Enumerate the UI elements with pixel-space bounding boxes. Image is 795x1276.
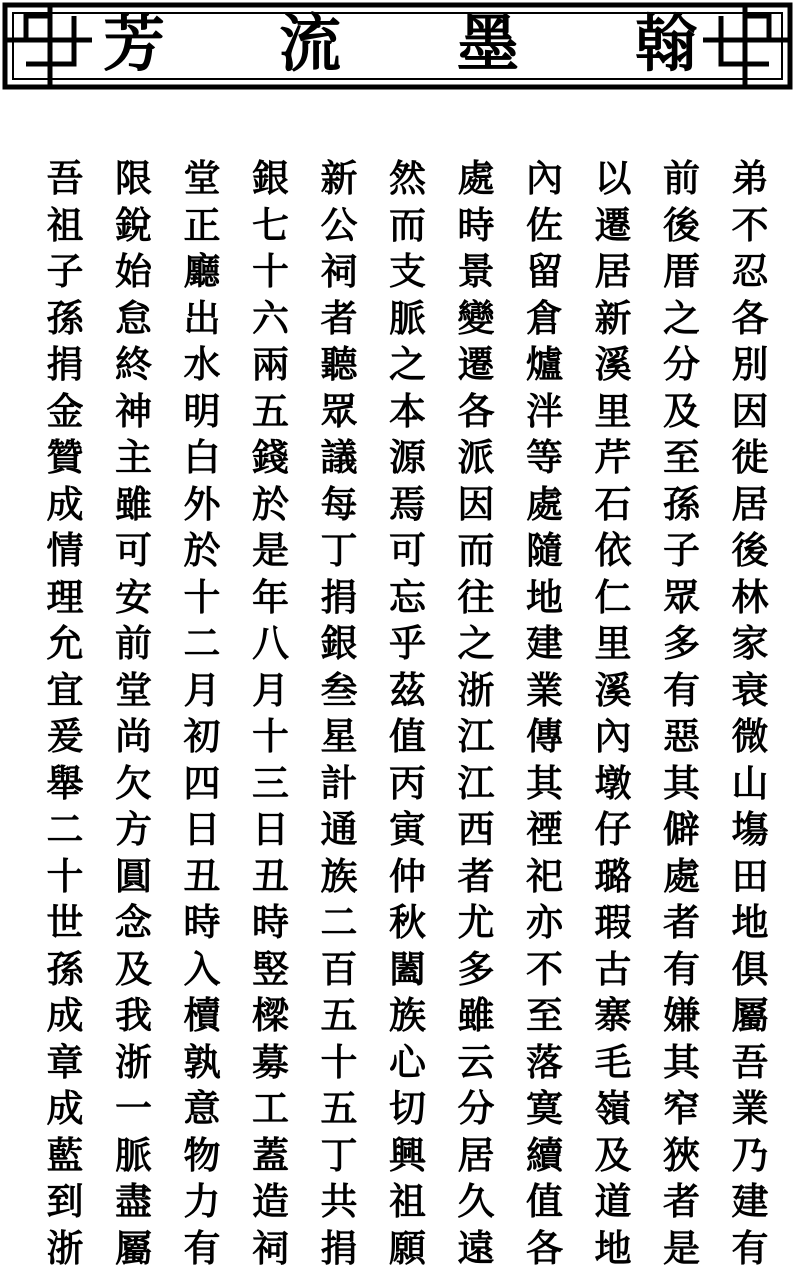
text-char: 切 xyxy=(380,1090,436,1137)
text-char: 樑 xyxy=(243,997,299,1044)
text-char: 堂 xyxy=(106,672,162,719)
text-column xyxy=(585,160,641,1100)
text-char: 別 xyxy=(722,346,778,393)
left-fret-ornament xyxy=(5,5,92,87)
text-char: 家 xyxy=(722,625,778,672)
text-char: 安 xyxy=(106,579,162,626)
text-char: 茲 xyxy=(380,672,436,719)
text-char: 物 xyxy=(174,1137,230,1184)
text-char: 泮 xyxy=(517,393,573,440)
text-char: 芹 xyxy=(585,439,641,486)
text-char: 金 xyxy=(37,393,93,440)
text-char: 璐 xyxy=(585,858,641,905)
text-char: 終 xyxy=(106,346,162,393)
text-char: 石 xyxy=(585,486,641,533)
text-char: 倉 xyxy=(517,300,573,347)
text-char: 百 xyxy=(311,951,367,998)
text-char: 可 xyxy=(106,532,162,579)
text-char: 支 xyxy=(380,253,436,300)
text-char: 俱 xyxy=(722,951,778,998)
text-char: 心 xyxy=(380,1044,436,1091)
text-char: 七 xyxy=(243,207,299,254)
text-char: 嫌 xyxy=(654,997,710,1044)
text-char: 江 xyxy=(448,718,504,765)
text-char: 留 xyxy=(517,253,573,300)
text-char: 雖 xyxy=(448,997,504,1044)
text-column xyxy=(517,160,573,1100)
text-char: 地 xyxy=(585,1230,641,1276)
text-char: 業 xyxy=(517,672,573,719)
text-char: 吾 xyxy=(37,160,93,207)
text-char: 一 xyxy=(106,1090,162,1137)
text-char: 後 xyxy=(654,207,710,254)
text-char: 處 xyxy=(448,160,504,207)
text-char: 厝 xyxy=(654,253,710,300)
text-char: 云 xyxy=(448,1044,504,1091)
text-char: 水 xyxy=(174,346,230,393)
text-char: 嶺 xyxy=(585,1090,641,1137)
text-char: 白 xyxy=(174,439,230,486)
text-char: 銀 xyxy=(311,625,367,672)
text-char: 至 xyxy=(654,439,710,486)
text-char: 是 xyxy=(243,532,299,579)
text-column xyxy=(448,160,504,1100)
text-char: 孫 xyxy=(37,300,93,347)
text-char: 地 xyxy=(722,904,778,951)
text-char: 前 xyxy=(654,160,710,207)
text-char: 於 xyxy=(243,486,299,533)
text-char: 里 xyxy=(585,625,641,672)
text-char: 各 xyxy=(448,393,504,440)
text-char: 江 xyxy=(448,765,504,812)
text-char: 微 xyxy=(722,718,778,765)
text-char: 明 xyxy=(174,393,230,440)
text-char: 其 xyxy=(654,765,710,812)
text-char: 仲 xyxy=(380,858,436,905)
vertical-text-body xyxy=(28,160,778,1100)
text-char: 圓 xyxy=(106,858,162,905)
text-char: 通 xyxy=(311,811,367,858)
text-char: 林 xyxy=(722,579,778,626)
text-char: 田 xyxy=(722,858,778,905)
text-char: 衰 xyxy=(722,672,778,719)
text-char: 祀 xyxy=(517,858,573,905)
text-char: 怠 xyxy=(106,300,162,347)
text-char: 捐 xyxy=(37,346,93,393)
text-char: 藍 xyxy=(37,1137,93,1184)
text-char: 脈 xyxy=(380,300,436,347)
text-char: 聽 xyxy=(311,346,367,393)
text-char: 地 xyxy=(517,579,573,626)
text-char: 浙 xyxy=(37,1230,93,1276)
text-char: 爰 xyxy=(37,718,93,765)
title-char-1: 芳 xyxy=(98,8,170,80)
text-char: 櫝 xyxy=(174,997,230,1044)
text-char: 祖 xyxy=(37,207,93,254)
text-char: 往 xyxy=(448,579,504,626)
text-char: 二 xyxy=(311,904,367,951)
text-char: 祖 xyxy=(380,1183,436,1230)
text-char: 時 xyxy=(174,904,230,951)
text-char: 外 xyxy=(174,486,230,533)
text-char: 竪 xyxy=(243,951,299,998)
text-char: 有 xyxy=(174,1230,230,1276)
text-char: 祠 xyxy=(243,1230,299,1276)
text-char: 之 xyxy=(380,346,436,393)
text-char: 募 xyxy=(243,1044,299,1091)
text-char: 因 xyxy=(722,393,778,440)
text-char: 脈 xyxy=(106,1137,162,1184)
text-char: 建 xyxy=(722,1183,778,1230)
text-char: 丑 xyxy=(243,858,299,905)
text-char: 寅 xyxy=(380,811,436,858)
text-char: 等 xyxy=(517,439,573,486)
text-column xyxy=(243,160,299,1100)
text-char: 變 xyxy=(448,300,504,347)
text-char: 屬 xyxy=(722,997,778,1044)
text-char: 景 xyxy=(448,253,504,300)
text-char: 亦 xyxy=(517,904,573,951)
text-char: 十 xyxy=(311,1044,367,1091)
text-column xyxy=(380,160,436,1100)
text-char: 二 xyxy=(37,811,93,858)
text-char: 處 xyxy=(654,858,710,905)
text-char: 力 xyxy=(174,1183,230,1230)
text-char: 兩 xyxy=(243,346,299,393)
text-char: 每 xyxy=(311,486,367,533)
text-char: 因 xyxy=(448,486,504,533)
text-char: 本 xyxy=(380,393,436,440)
text-char: 遷 xyxy=(585,207,641,254)
text-char: 十 xyxy=(243,253,299,300)
text-char: 八 xyxy=(243,625,299,672)
text-char: 內 xyxy=(585,718,641,765)
text-char: 丁 xyxy=(311,1137,367,1184)
text-char: 時 xyxy=(243,904,299,951)
text-char: 弟 xyxy=(722,160,778,207)
text-char: 欠 xyxy=(106,765,162,812)
text-char: 星 xyxy=(311,718,367,765)
text-char: 成 xyxy=(37,997,93,1044)
text-char: 仁 xyxy=(585,579,641,626)
text-char: 居 xyxy=(722,486,778,533)
text-char: 日 xyxy=(243,811,299,858)
text-char: 三 xyxy=(243,765,299,812)
text-char: 分 xyxy=(654,346,710,393)
text-char: 遠 xyxy=(448,1230,504,1276)
text-char: 焉 xyxy=(380,486,436,533)
text-char: 蓋 xyxy=(243,1137,299,1184)
text-char: 時 xyxy=(448,207,504,254)
text-char: 新 xyxy=(585,300,641,347)
text-char: 者 xyxy=(448,858,504,905)
text-char: 叁 xyxy=(311,672,367,719)
text-char: 公 xyxy=(311,207,367,254)
text-char: 及 xyxy=(106,951,162,998)
text-char: 業 xyxy=(722,1090,778,1137)
text-char: 宜 xyxy=(37,672,93,719)
text-column xyxy=(37,160,93,1100)
text-char: 派 xyxy=(448,439,504,486)
text-char: 十 xyxy=(37,858,93,905)
text-char: 丙 xyxy=(380,765,436,812)
text-char: 我 xyxy=(106,997,162,1044)
text-char: 狹 xyxy=(654,1137,710,1184)
text-char: 爐 xyxy=(517,346,573,393)
title-char-4: 翰 xyxy=(630,8,702,80)
text-char: 吾 xyxy=(722,1044,778,1091)
text-char: 禋 xyxy=(517,811,573,858)
text-char: 而 xyxy=(380,207,436,254)
text-char: 前 xyxy=(106,625,162,672)
text-char: 眾 xyxy=(311,393,367,440)
text-char: 續 xyxy=(517,1137,573,1184)
text-char: 成 xyxy=(37,1090,93,1137)
text-char: 西 xyxy=(448,811,504,858)
text-char: 可 xyxy=(380,532,436,579)
text-char: 者 xyxy=(311,300,367,347)
text-char: 久 xyxy=(448,1183,504,1230)
text-char: 念 xyxy=(106,904,162,951)
text-char: 內 xyxy=(517,160,573,207)
text-char: 族 xyxy=(380,997,436,1044)
text-char: 多 xyxy=(448,951,504,998)
text-char: 主 xyxy=(106,439,162,486)
text-char: 其 xyxy=(517,765,573,812)
text-char: 不 xyxy=(722,207,778,254)
text-char: 工 xyxy=(243,1090,299,1137)
text-char: 廳 xyxy=(174,253,230,300)
text-char: 各 xyxy=(517,1230,573,1276)
text-char: 秋 xyxy=(380,904,436,951)
text-char: 銳 xyxy=(106,207,162,254)
text-char: 到 xyxy=(37,1183,93,1230)
text-char: 於 xyxy=(174,532,230,579)
text-char: 居 xyxy=(448,1137,504,1184)
text-char: 新 xyxy=(311,160,367,207)
text-char: 四 xyxy=(174,765,230,812)
text-char: 始 xyxy=(106,253,162,300)
text-char: 至 xyxy=(517,997,573,1044)
text-char: 計 xyxy=(311,765,367,812)
text-char: 忍 xyxy=(722,253,778,300)
text-char: 尚 xyxy=(106,718,162,765)
text-char: 源 xyxy=(380,439,436,486)
text-column xyxy=(106,160,162,1100)
text-char: 道 xyxy=(585,1183,641,1230)
text-char: 多 xyxy=(654,625,710,672)
text-char: 不 xyxy=(517,951,573,998)
text-char: 允 xyxy=(37,625,93,672)
text-char: 造 xyxy=(243,1183,299,1230)
text-char: 及 xyxy=(654,393,710,440)
text-char: 捐 xyxy=(311,1230,367,1276)
text-char: 徙 xyxy=(722,439,778,486)
text-char: 舉 xyxy=(37,765,93,812)
text-char: 然 xyxy=(380,160,436,207)
text-char: 丁 xyxy=(311,532,367,579)
text-char: 溪 xyxy=(585,672,641,719)
right-fret-ornament xyxy=(703,5,790,87)
text-char: 子 xyxy=(37,253,93,300)
text-char: 惡 xyxy=(654,718,710,765)
text-char: 有 xyxy=(654,672,710,719)
text-char: 以 xyxy=(585,160,641,207)
text-char: 者 xyxy=(654,1183,710,1230)
text-char: 五 xyxy=(311,997,367,1044)
text-char: 初 xyxy=(174,718,230,765)
text-char: 忘 xyxy=(380,579,436,626)
text-char: 十 xyxy=(174,579,230,626)
text-char: 僻 xyxy=(654,811,710,858)
text-char: 處 xyxy=(517,486,573,533)
text-char: 正 xyxy=(174,207,230,254)
text-char: 仔 xyxy=(585,811,641,858)
text-char: 遷 xyxy=(448,346,504,393)
text-char: 闔 xyxy=(380,951,436,998)
text-char: 浙 xyxy=(448,672,504,719)
title-char-2: 流 xyxy=(274,8,346,80)
text-char: 乎 xyxy=(380,625,436,672)
text-char: 六 xyxy=(243,300,299,347)
text-char: 墩 xyxy=(585,765,641,812)
text-char: 盡 xyxy=(106,1183,162,1230)
text-char: 依 xyxy=(585,532,641,579)
text-char: 分 xyxy=(448,1090,504,1137)
text-char: 情 xyxy=(37,532,93,579)
text-char: 眾 xyxy=(654,579,710,626)
text-char: 孰 xyxy=(174,1044,230,1091)
text-char: 錢 xyxy=(243,439,299,486)
title-banner xyxy=(2,2,793,90)
text-char: 是 xyxy=(654,1230,710,1276)
text-char: 及 xyxy=(585,1137,641,1184)
text-char: 入 xyxy=(174,951,230,998)
text-char: 日 xyxy=(174,811,230,858)
text-char: 居 xyxy=(585,253,641,300)
text-char: 子 xyxy=(654,532,710,579)
text-char: 隨 xyxy=(517,532,573,579)
text-char: 乃 xyxy=(722,1137,778,1184)
text-char: 堂 xyxy=(174,160,230,207)
text-char: 月 xyxy=(174,672,230,719)
text-column xyxy=(654,160,710,1100)
text-char: 贊 xyxy=(37,439,93,486)
text-char: 章 xyxy=(37,1044,93,1091)
text-char: 值 xyxy=(380,718,436,765)
text-char: 興 xyxy=(380,1137,436,1184)
text-char: 寞 xyxy=(517,1090,573,1137)
text-char: 銀 xyxy=(243,160,299,207)
text-char: 寨 xyxy=(585,997,641,1044)
text-char: 五 xyxy=(311,1090,367,1137)
text-char: 月 xyxy=(243,672,299,719)
text-char: 世 xyxy=(37,904,93,951)
text-column xyxy=(174,160,230,1100)
text-char: 限 xyxy=(106,160,162,207)
text-char: 各 xyxy=(722,300,778,347)
text-char: 有 xyxy=(654,951,710,998)
text-char: 屬 xyxy=(106,1230,162,1276)
title-char-3: 墨 xyxy=(452,8,524,80)
text-char: 孫 xyxy=(654,486,710,533)
text-char: 方 xyxy=(106,811,162,858)
text-column xyxy=(311,160,367,1100)
text-char: 後 xyxy=(722,532,778,579)
text-char: 落 xyxy=(517,1044,573,1091)
text-char: 浙 xyxy=(106,1044,162,1091)
text-char: 瑕 xyxy=(585,904,641,951)
text-char: 山 xyxy=(722,765,778,812)
text-char: 年 xyxy=(243,579,299,626)
text-char: 毛 xyxy=(585,1044,641,1091)
text-char: 神 xyxy=(106,393,162,440)
text-char: 者 xyxy=(654,904,710,951)
text-char: 溪 xyxy=(585,346,641,393)
text-char: 祠 xyxy=(311,253,367,300)
text-char: 里 xyxy=(585,393,641,440)
text-char: 尤 xyxy=(448,904,504,951)
text-char: 五 xyxy=(243,393,299,440)
text-char: 建 xyxy=(517,625,573,672)
text-char: 之 xyxy=(448,625,504,672)
text-char: 而 xyxy=(448,532,504,579)
text-char: 出 xyxy=(174,300,230,347)
text-char: 理 xyxy=(37,579,93,626)
text-char: 古 xyxy=(585,951,641,998)
text-char: 成 xyxy=(37,486,93,533)
text-column xyxy=(722,160,778,1100)
text-char: 之 xyxy=(654,300,710,347)
text-char: 議 xyxy=(311,439,367,486)
text-char: 意 xyxy=(174,1090,230,1137)
text-char: 丑 xyxy=(174,858,230,905)
text-char: 有 xyxy=(722,1230,778,1276)
text-char: 願 xyxy=(380,1230,436,1276)
text-char: 族 xyxy=(311,858,367,905)
text-char: 捐 xyxy=(311,579,367,626)
text-char: 塲 xyxy=(722,811,778,858)
text-char: 其 xyxy=(654,1044,710,1091)
text-char: 佐 xyxy=(517,207,573,254)
text-char: 值 xyxy=(517,1183,573,1230)
text-char: 二 xyxy=(174,625,230,672)
text-char: 傳 xyxy=(517,718,573,765)
text-char: 共 xyxy=(311,1183,367,1230)
text-char: 雖 xyxy=(106,486,162,533)
text-char: 孫 xyxy=(37,951,93,998)
text-char: 十 xyxy=(243,718,299,765)
text-char: 窄 xyxy=(654,1090,710,1137)
